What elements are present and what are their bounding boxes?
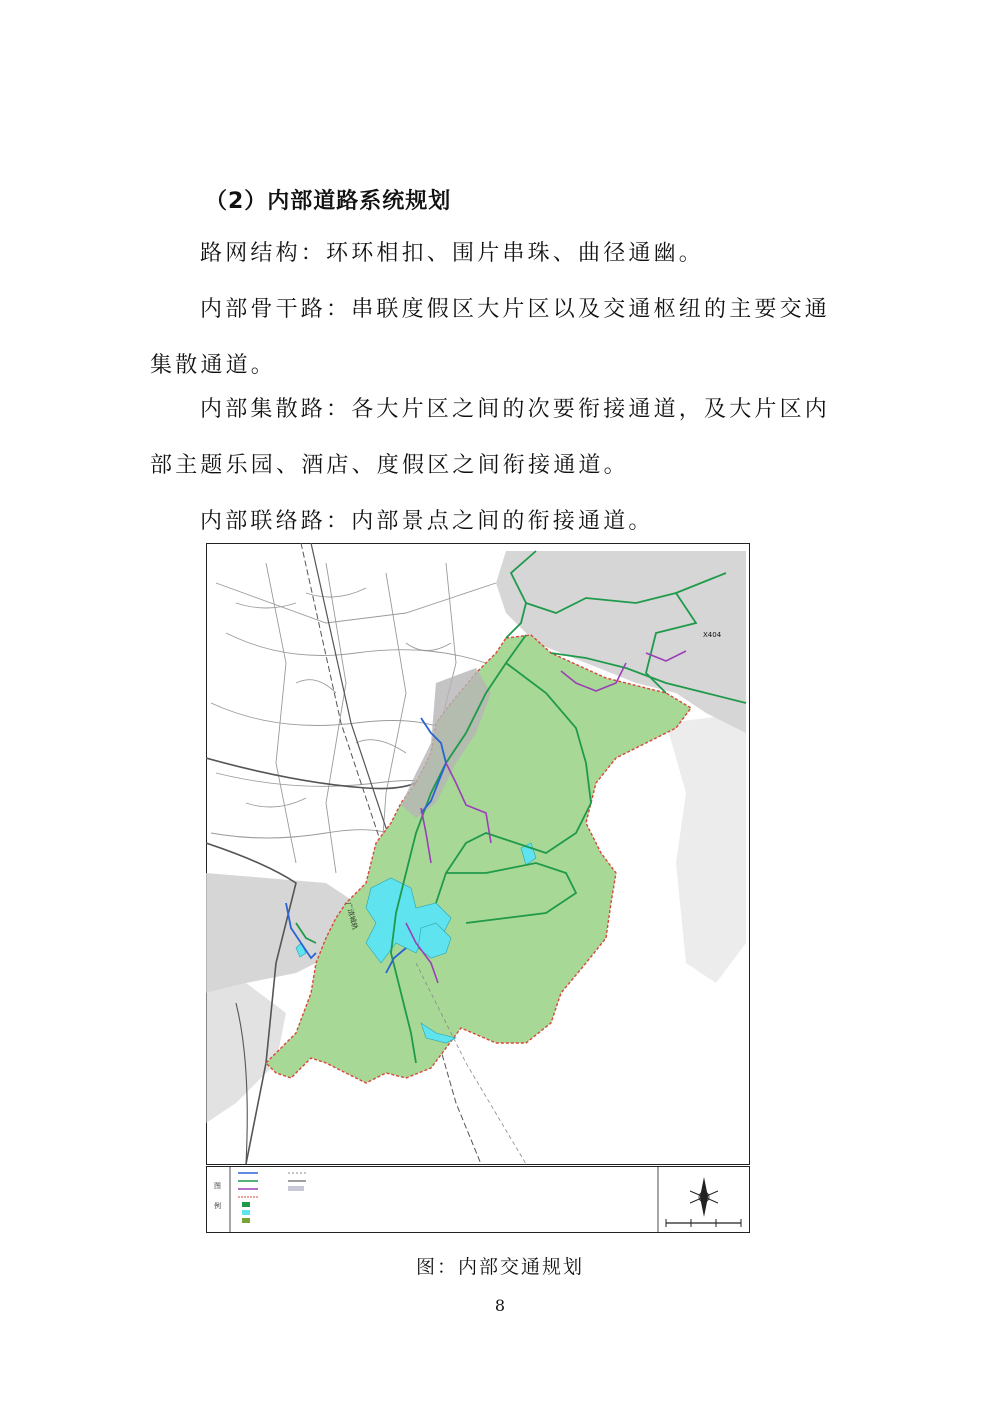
paragraph-link-road: 内部联络路：内部景点之间的衔接通道。 bbox=[200, 509, 654, 534]
traffic-planning-map bbox=[206, 543, 750, 1233]
legend-title-1: 图 bbox=[214, 1182, 221, 1190]
legend-title-2: 例 bbox=[214, 1202, 221, 1210]
figure-caption: 图：内部交通规划 bbox=[415, 1256, 584, 1278]
paragraph-collector-road: 内部集散路：各大片区之间的次要衔接通道，及大片区内部主题乐园、酒店、度假区之间衔接通道。 bbox=[150, 397, 831, 478]
page-number: 8 bbox=[494, 1296, 506, 1315]
road-label-guangqing: 广清城轨 bbox=[344, 901, 360, 931]
section-heading: （2）内部道路系统规划 bbox=[205, 189, 452, 214]
paragraph-backbone-road: 内部骨干路：串联度假区大片区以及交通枢纽的主要交通集散通道。 bbox=[150, 297, 831, 378]
paragraph-road-network: 路网结构：环环相扣、围片串珠、曲径通幽。 bbox=[200, 241, 705, 266]
road-label-x404: X404 bbox=[703, 631, 722, 639]
